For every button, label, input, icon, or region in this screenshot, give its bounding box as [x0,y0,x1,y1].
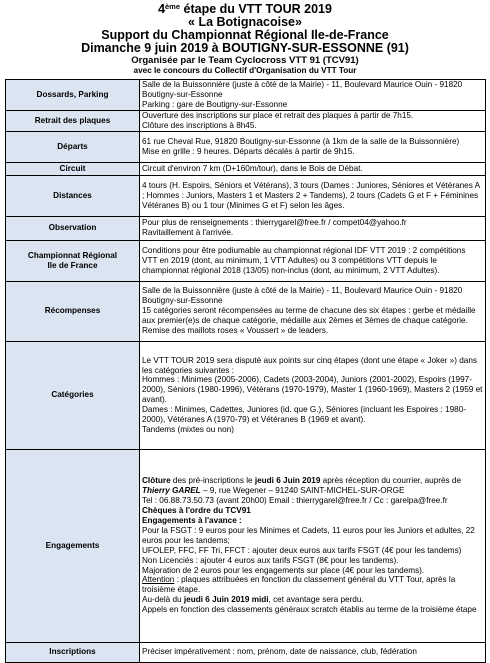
row-inscriptions [6,642,486,662]
label-departs: Départs [6,131,140,162]
event-stage-title: 4ème étape du VTT TOUR 2019 [158,2,332,16]
value-categories: Le VTT TOUR 2019 sera disputé aux points sur cinq étapes (dont une étape « Joker ») dans les catégories suivantes : Hommes : Minimes (2005-2006), Cadets (2003-2004), Juniors (2001-2002), Espoirs (1997-2000), Séniors (1980-1996), Vétérans (1970-1979), Master 1 (1960-1969), Masters 2 (1959 et avant). Dames : Minimes, Cadettes, Juniores (id. que G.), Séniores (incluant les Espoires : 1980-2000), Vétéranes A (1970-79) et Vétéranes B (1969 et avant). Tandems (mixtes ou non) [140,341,486,449]
value-championnat: Conditions pour être podiumable au championnat régional IDF VTT 2019 : 2 compétitions VTT en 2019 (dont, au minimum, 1 VTT Adultes) ou 3 compétitions VTT depuis le championnat régional 2018 (13/05) non-inclus (dont, au minimum, 2 VTT Adultes). [140,240,486,281]
value-observation: Pour plus de renseignements : thierrygarel@free.fr / compet04@yahoo.fr Ravitaillement à l'arrivée. [140,216,486,240]
label-dossards: Dossards, Parking [6,80,140,111]
event-name: « La Botignacoise» [188,15,302,29]
row-recompenses [6,281,486,341]
label-inscriptions: Inscriptions [6,642,140,662]
event-date-location: Dimanche 9 juin 2019 à BOUTIGNY-SUR-ESSONNE (91) [81,41,409,55]
value-inscriptions: Préciser impérativement : nom, prénom, date de naissance, club, fédération [140,642,486,662]
row-engagements [6,449,486,642]
row-departs [6,131,486,162]
flyer-header [0,0,490,76]
row-distances [6,175,486,216]
value-recompenses: Salle de la Buissonnière (juste à côté de la Mairie) - 11, Boulevard Maurice Ouin - 91820 Boutigny-sur-Essonne 15 catégories seront récompensées au terme de chacune des six étapes : gerbe et médaille aux premier(e)s de chaque catégorie, médaille aux 2èmes et 3èmes de chaque catégorie. Remise des maillots roses « Voussert » de leaders. [140,281,486,341]
row-observation [6,216,486,240]
label-circuit: Circuit [6,162,140,175]
row-dossards [6,80,486,111]
label-categories: Catégories [6,341,140,449]
row-categories [6,341,486,449]
event-collective: avec le concours du Collectif d'Organisation du VTT Tour [133,66,357,75]
label-observation: Observation [6,216,140,240]
value-departs: 61 rue Cheval Rue, 91820 Boutigny-sur-Essonne (à 1km de la salle de la Buissonnière) Mise en grille : 9 heures. Départs décalés à partir de 9h15. [140,131,486,162]
event-support: Support du Championnat Régional Ile-de-France [101,28,389,42]
value-retrait: Ouverture des inscriptions sur place et retrait des plaques à partir de 7h15. Clôture des inscriptions à 8h45. [140,110,486,131]
label-championnat: Championnat Régional Ile de France [6,240,140,281]
row-retrait [6,110,486,131]
label-distances: Distances [6,175,140,216]
value-circuit: Circuit d'environ 7 km (D+160m/tour), dans le Bois de Débat. [140,162,486,175]
label-recompenses: Récompenses [6,281,140,341]
label-retrait: Retrait des plaques [6,110,140,131]
row-championnat [6,240,486,281]
info-table [5,79,486,663]
value-dossards: Salle de la Buissonnière (juste à côté de la Mairie) - 11, Boulevard Maurice Ouin - 91820 Boutigny-sur-Essonne Parking : gare de Boutigny-sur-Essonne [140,80,486,111]
event-organizer: Organisée par le Team Cyclocross VTT 91 (TCV91) [131,55,359,66]
value-distances: 4 tours (H. Espoirs, Séniors et Vétérans), 3 tours (Dames : Juniores, Séniores et Vétéranes A ; Hommes : Juniors, Masters 1 et Masters 2 + Tandems), 2 tours (Cadets G et F + Féminines Vétéranes B) ou 1 tour (Minimes G et F) selon les âges. [140,175,486,216]
row-circuit [6,162,486,175]
label-engagements: Engagements [6,449,140,642]
value-engagements: Clôture des pré-inscriptions le jeudi 6 Juin 2019 après réception du courrier, auprès de Thierry GAREL – 9, rue Wegener – 91240 SAINT-MICHEL-SUR-ORGE Tel : 06.88.73.50.73 (avant 20h00) Email : thierrygarel@free.fr / Cc : garelpa@free.fr Chèques à l'ordre du TCV91 Engagements à l'avance : Pour la FSGT : 9 euros pour les Minimes et Cadets, 11 euros pour les Juniors et adultes, 22 euros pour les tandems; UFOLEP, FFC, FF Tri, FFCT : ajouter deux euros aux tarifs FSGT (4€ pour les tandems) Non Licenciés : ajouter 4 euros aux tarifs FSGT (8€ pour les tandems). Majoration de 2 euros pour les engagements sur place (4€ pour les tandems). Attention : plaques attribuées en fonction du classement général du VTT Tour, après la troisième étape. Au-delà du jeudi 6 Juin 2019 midi, cet avantage sera perdu. Appels en fonction des classements généraux scratch établis au terme de la troisième étape [140,449,486,642]
